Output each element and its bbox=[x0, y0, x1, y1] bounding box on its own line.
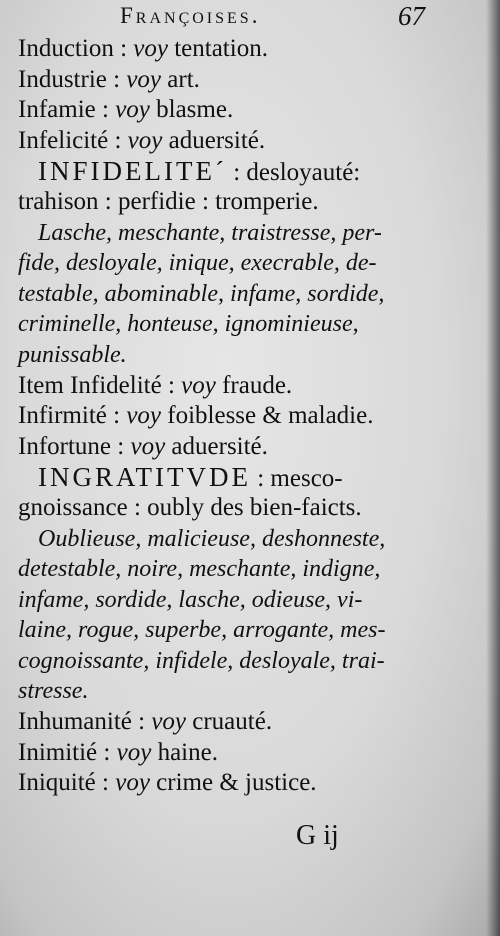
epithet-line: punissable. bbox=[18, 341, 127, 368]
headword-line: INGRATITVDE : mesco- bbox=[38, 462, 343, 493]
epithet-line: cognoissante, infidele, desloyale, trai- bbox=[18, 647, 385, 674]
dictionary-text bbox=[0, 34, 500, 799]
running-head: Françoises. bbox=[120, 3, 261, 28]
epithet-line: stresse. bbox=[18, 678, 89, 705]
epithet-line: Lasche, meschante, traistresse, per- bbox=[38, 219, 382, 246]
epithet-line: Oublieuse, malicieuse, deshonneste, bbox=[38, 525, 386, 552]
entry-line: Iniquité : voy crime & justice. bbox=[18, 769, 317, 797]
epithet-line: detestable, noire, meschante, indigne, bbox=[18, 556, 381, 583]
signature-mark: G ij bbox=[296, 820, 339, 851]
entry-line: Induction : voy tentation. bbox=[18, 35, 268, 62]
definition-line: trahison : perfidie : tromperie. bbox=[18, 187, 319, 215]
entry-line: Infirmité : voy foiblesse & maladie. bbox=[18, 402, 374, 430]
entry-line: Inhumanité : voy cruauté. bbox=[18, 708, 273, 736]
entry-line: Inimitié : voy haine. bbox=[18, 738, 218, 766]
epithet-line: criminelle, honteuse, ignominieuse, bbox=[18, 311, 359, 338]
definition-line: gnoissance : oubly des bien-faicts. bbox=[18, 493, 362, 521]
entry-line: Infelicité : voy aduersité. bbox=[18, 126, 266, 154]
headword: INGRATITVDE bbox=[38, 462, 251, 493]
headword-line: INFIDELITE´ : desloyauté: bbox=[38, 156, 361, 187]
headword: INFIDELITE´ bbox=[38, 156, 227, 187]
epithet-line: laine, rogue, superbe, arrogante, mes- bbox=[18, 617, 386, 644]
entry-line: Industrie : voy art. bbox=[18, 65, 200, 93]
entry-line: Infamie : voy blasme. bbox=[18, 96, 234, 124]
page-header bbox=[0, 0, 500, 34]
entry-line: Item Infidelité : voy fraude. bbox=[18, 371, 293, 399]
epithet-line: fide, desloyale, inique, execrable, de- bbox=[18, 250, 377, 277]
page-number: 67 bbox=[398, 1, 425, 31]
entry-line: Infortune : voy aduersité. bbox=[18, 432, 268, 460]
epithet-line: infame, sordide, lasche, odieuse, vi- bbox=[18, 586, 363, 613]
epithet-line: testable, abominable, infame, sordide, bbox=[18, 280, 385, 307]
